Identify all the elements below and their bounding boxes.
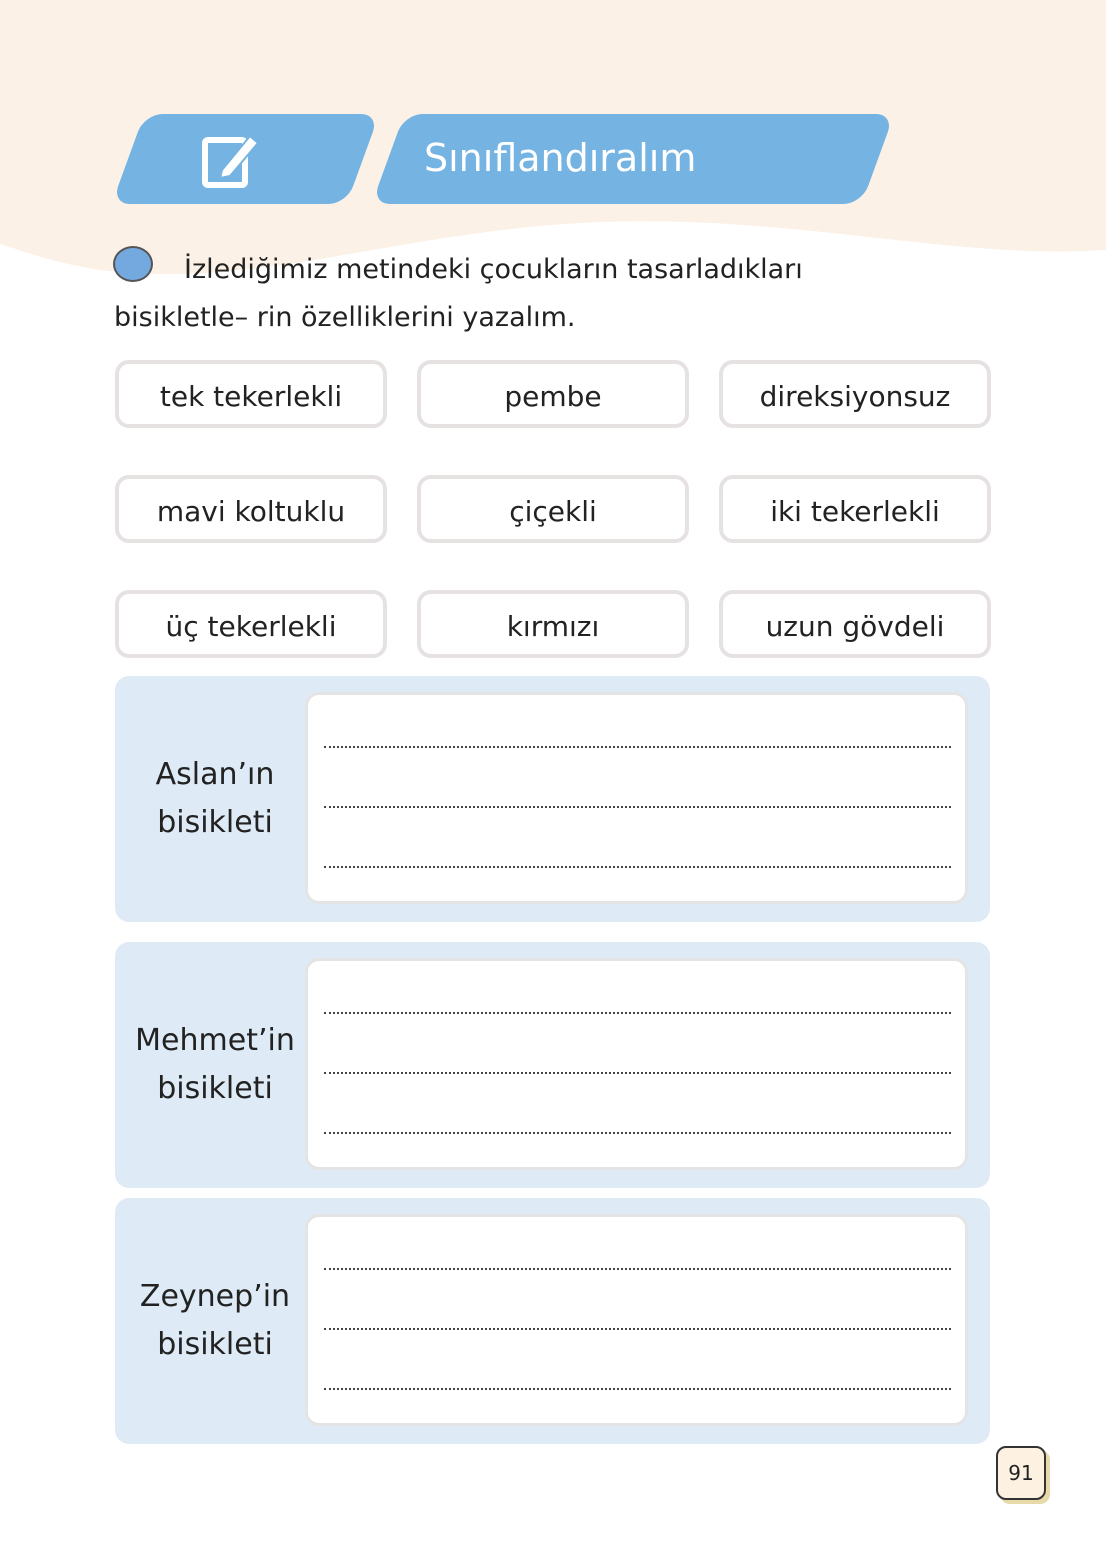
answer-line[interactable] (324, 1268, 951, 1270)
panel-label-line: bisikleti (157, 805, 273, 840)
answer-line[interactable] (324, 746, 951, 748)
word-chip: iki tekerlekli (719, 475, 991, 543)
panel-aslan (115, 676, 990, 922)
word-chip: kırmızı (417, 590, 689, 658)
word-chip: mavi koltuklu (115, 475, 387, 543)
word-chip: üç tekerlekli (115, 590, 387, 658)
answer-box[interactable] (305, 692, 968, 904)
answer-line[interactable] (324, 866, 951, 868)
answer-line[interactable] (324, 1012, 951, 1014)
answer-line[interactable] (324, 806, 951, 808)
instruction-text: İzlediğimiz metindeki çocukların tasarladıkları bisikletle– rin özelliklerini yazalım. (114, 254, 803, 333)
panel-label-line: Aslan’ın (155, 757, 275, 792)
panel-mehmet (115, 942, 990, 1188)
answer-line[interactable] (324, 1132, 951, 1134)
answer-line[interactable] (324, 1388, 951, 1390)
answer-line[interactable] (324, 1328, 951, 1330)
panel-label (125, 1198, 305, 1444)
panel-label-line: bisikleti (157, 1327, 273, 1362)
section-title: Sınıflandıralım (424, 136, 697, 180)
panel-label-line: bisikleti (157, 1071, 273, 1106)
answer-line[interactable] (324, 1072, 951, 1074)
word-chip: tek tekerlekli (115, 360, 387, 428)
word-chip: uzun gövdeli (719, 590, 991, 658)
panel-label (125, 676, 305, 922)
answer-box[interactable] (305, 1214, 968, 1426)
word-chip: çiçekli (417, 475, 689, 543)
word-chip: pembe (417, 360, 689, 428)
edit-pencil-icon (200, 128, 260, 190)
page-number: 91 (996, 1446, 1046, 1500)
answer-box[interactable] (305, 958, 968, 1170)
panel-label-line: Mehmet’in (135, 1023, 295, 1058)
panel-label (125, 942, 305, 1188)
word-chip: direksiyonsuz (719, 360, 991, 428)
panel-zeynep (115, 1198, 990, 1444)
panel-label-line: Zeynep’in (139, 1279, 291, 1314)
